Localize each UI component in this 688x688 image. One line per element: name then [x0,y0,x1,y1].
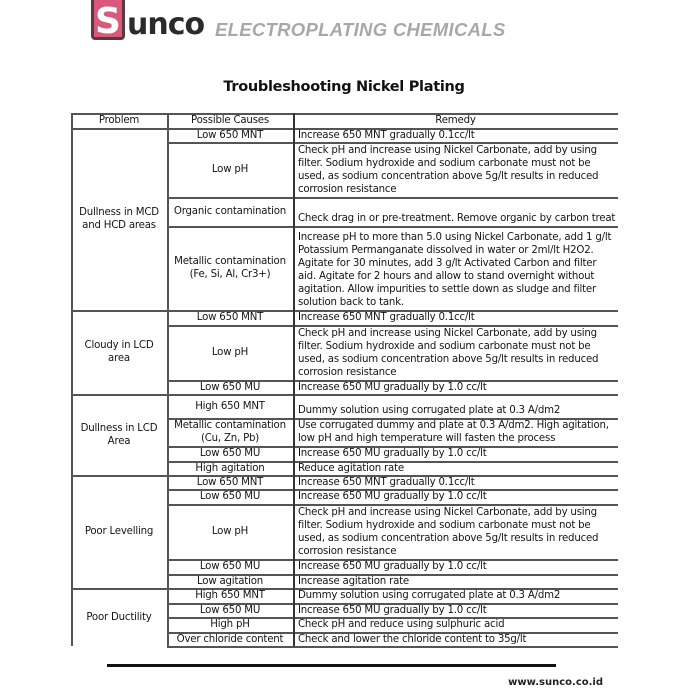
remedy-cell [293,632,618,646]
remedy-cell-text: Increase 650 MU gradually by 1.0 cc/lt [298,448,487,459]
cause-cell [167,603,293,617]
cause-cell-text: Over chloride content [176,633,284,645]
remedy-cell-text: Increase pH to more than 5.0 using Nickel Carbonate, add 1 g/lt Potassium Permanganate dissolved in water or 2ml/lt H2O2. Agitate for 30 minutes, add 3 g/lt Activated Carbon and filter aid. Agitate for 2 hours and allow to stand overnight without agitation. Allow impurities to settle down as sludge and filter solution back to tank. [298,232,612,308]
problem-cell [71,588,167,646]
remedy-cell-text: Increase 650 MU gradually by 1.0 cc/lt [298,381,487,393]
problem-cell [71,128,167,310]
remedy-cell-text: Check and lower the chloride content to 35g/lt [298,633,527,645]
problem-cell-text: Poor Ductility [86,611,152,623]
logo-wordmark: unco [127,7,205,42]
cause-cell-text: Low 650 MNT [196,312,264,323]
header-remedy [293,113,618,128]
problem-cell-text: Poor Levelling [84,526,154,537]
cause-cell [167,461,293,475]
cause-cell [167,504,293,559]
header-causes-text: Possible Causes [191,115,269,126]
logo-letter-s: S [95,1,121,42]
cause-cell [167,197,293,226]
remedy-cell [293,197,618,226]
footer-url[interactable]: www.sunco.co.id [508,677,603,688]
cause-cell-text: Metallic contamination (Fe, Si, Al, Cr3+) [174,256,286,280]
header-causes [167,113,293,128]
column-divider-causes [167,113,169,646]
remedy-cell [293,461,618,475]
remedy-cell-text: Increase 650 MNT gradually 0.1cc/lt [298,129,475,141]
table-bottom-rule [167,646,618,648]
cause-cell [167,617,293,632]
remedy-cell-text: Dummy solution using corrugated plate at 0.3 A/dm2 [298,405,561,416]
remedy-cell [293,446,618,461]
remedy-cell-text: Check pH and increase using Nickel Carbonate, add by using filter. Sodium hydroxide and sodium carbonate must not be used, as sodium concentration above 5g/lt results in reduced corrosion resistance [298,507,599,557]
problem-cell-text: Cloudy in LCD area [84,340,154,364]
remedy-cell [293,394,618,418]
cause-cell-text: Low 650 MNT [196,476,264,488]
problem-cell [71,475,167,588]
cause-cell [167,446,293,461]
remedy-cell-text: Dummy solution using corrugated plate at 0.3 A/dm2 [298,590,561,601]
remedy-cell-text: Increase 650 MU gradually by 1.0 cc/lt [298,604,487,616]
remedy-cell [293,617,618,632]
remedy-cell-text: Reduce agitation rate [298,462,404,474]
problem-cell [71,394,167,475]
cause-cell-text: Low pH [211,347,249,358]
remedy-cell [293,310,618,325]
remedy-cell-text: Use corrugated dummy and plate at 0.3 A/dm2. High agitation, low pH and high temperature will fasten the process [298,420,609,444]
cause-cell [167,588,293,603]
remedy-cell-text: Check pH and reduce using sulphuric acid [298,619,505,630]
cause-cell-text: Low 650 MU [199,604,261,616]
cause-cell [167,325,293,380]
cause-cell-text: Low 650 MU [199,448,261,459]
cause-cell-text: Low agitation [197,575,263,587]
remedy-cell [293,574,618,588]
table-left-border [71,113,73,646]
remedy-cell [293,475,618,489]
remedy-cell-text: Increase agitation rate [298,575,409,587]
remedy-cell [293,226,618,310]
remedy-cell [293,380,618,394]
header-problem [71,113,167,128]
cause-cell-text: Low 650 MU [199,491,261,502]
cause-cell-text: Low pH [211,526,249,537]
cause-cell [167,310,293,325]
remedy-cell-text: Increase 650 MNT gradually 0.1cc/lt [298,476,475,488]
remedy-cell [293,559,618,574]
cause-cell-text: High 650 MNT [195,590,265,601]
remedy-cell-text: Check pH and increase using Nickel Carbonate, add by using filter. Sodium hydroxide and sodium carbonate must not be used, as sodium concentration above 5g/lt results in reduced corrosion resistance [298,145,599,195]
cause-cell-text: Low 650 MU [199,381,261,393]
cause-cell [167,632,293,646]
cause-cell [167,226,293,310]
remedy-cell-text: Check pH and increase using Nickel Carbonate, add by using filter. Sodium hydroxide and sodium carbonate must not be used, as sodium concentration above 5g/lt results in reduced corrosion resistance [298,328,599,378]
cause-cell [167,489,293,504]
header-remedy-text: Remedy [435,115,476,126]
remedy-cell [293,142,618,197]
remedy-cell [293,588,618,603]
remedy-cell [293,504,618,559]
problem-cell [71,310,167,394]
column-divider-remedy [293,113,295,646]
cause-cell [167,475,293,489]
remedy-cell-text: Check drag in or pre-treatment. Remove organic by carbon treat [298,213,616,224]
cause-cell [167,559,293,574]
cause-cell [167,574,293,588]
remedy-cell [293,325,618,380]
document-title: Troubleshooting Nickel Plating [223,79,465,95]
problem-cell-text: Dullness in MCD and HCD areas [79,207,159,231]
cause-cell-text: High agitation [195,462,265,474]
cause-cell [167,418,293,446]
cause-cell [167,394,293,418]
remedy-cell [293,128,618,142]
remedy-cell-text: Increase 650 MU gradually by 1.0 cc/lt [298,491,487,502]
cause-cell-text: Low 650 MNT [196,129,264,141]
remedy-cell [293,489,618,504]
cause-cell-text: High pH [210,619,250,630]
remedy-cell [293,603,618,617]
remedy-cell-text: Increase 650 MNT gradually 0.1cc/lt [298,312,475,323]
cause-cell [167,380,293,394]
cause-cell [167,128,293,142]
remedy-cell [293,418,618,446]
cause-cell-text: High 650 MNT [195,400,265,412]
cause-cell-text: Organic contamination [173,206,287,217]
cause-cell-text: Low pH [211,164,249,175]
company-tagline: ELECTROPLATING CHEMICALS [215,19,506,40]
cause-cell-text: Metallic contamination (Cu, Zn, Pb) [174,420,286,444]
problem-cell-text: Dullness in LCD Area [80,422,158,447]
cause-cell [167,142,293,197]
header-problem-text: Problem [98,115,140,126]
footer-rule [107,664,556,667]
remedy-cell-text: Increase 650 MU gradually by 1.0 cc/lt [298,561,487,572]
cause-cell-text: Low 650 MU [199,561,261,572]
